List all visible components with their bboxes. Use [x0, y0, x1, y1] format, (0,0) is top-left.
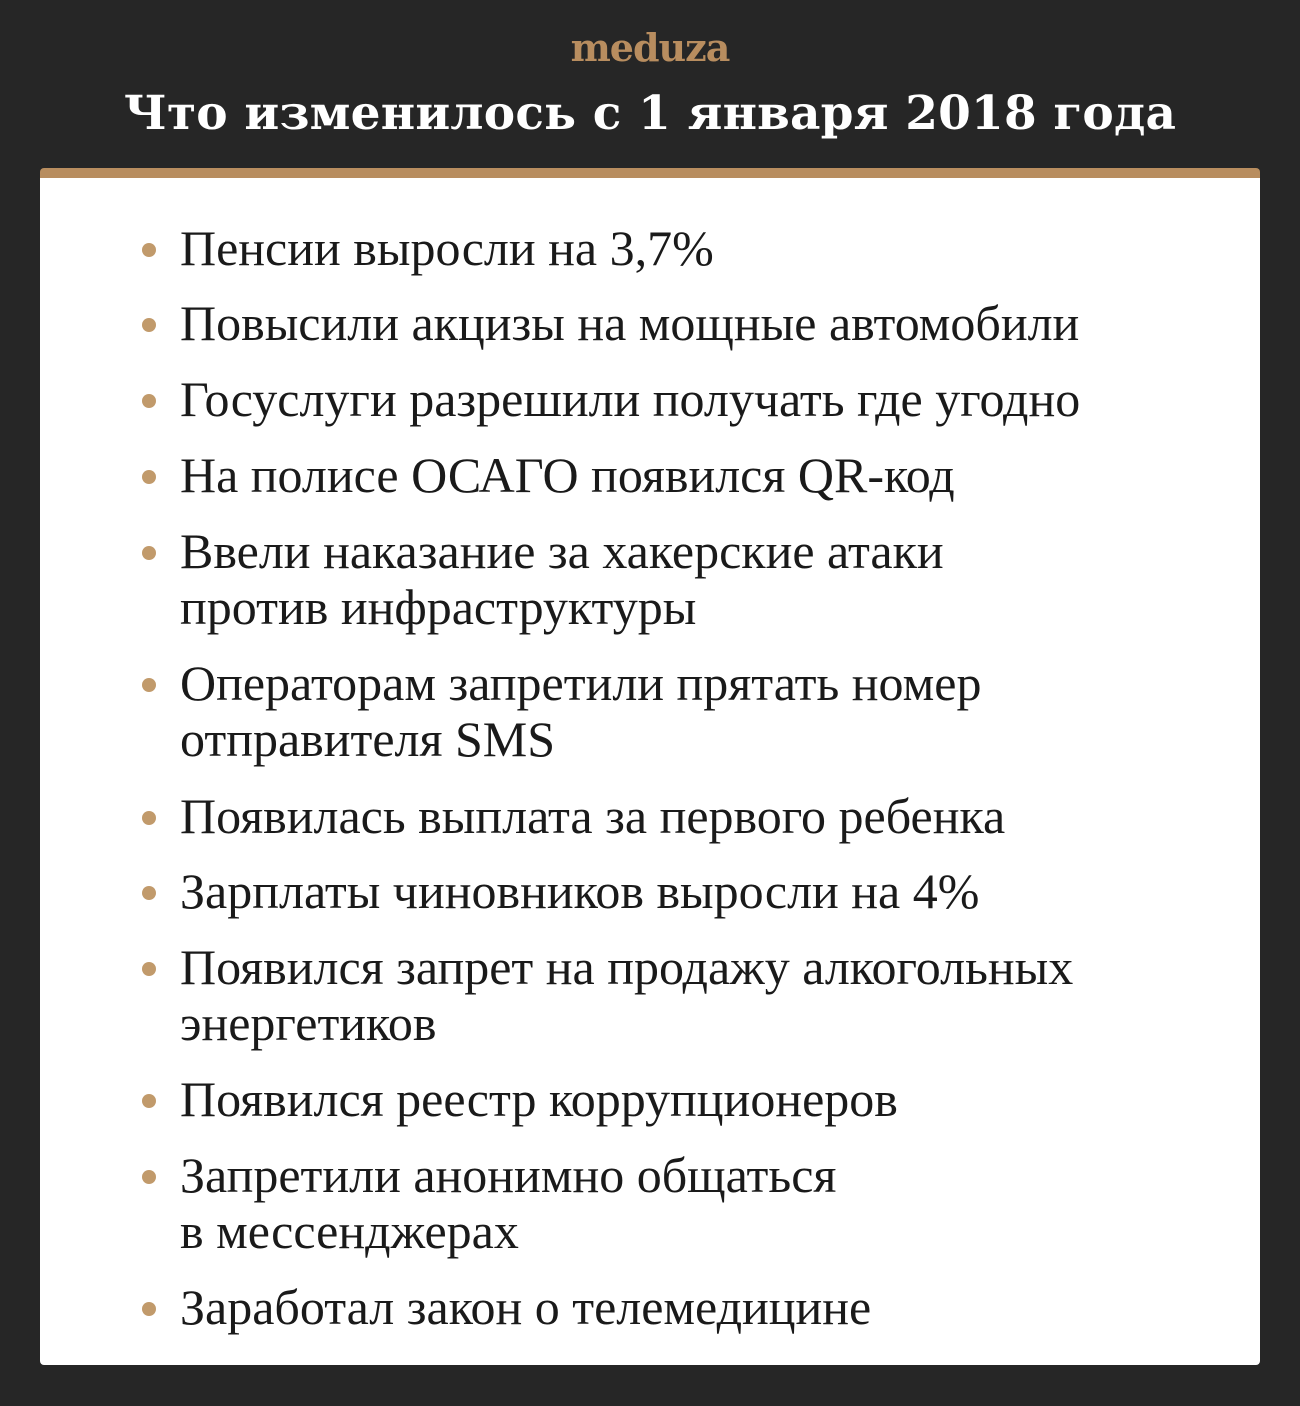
list-item — [180, 1279, 871, 1335]
list-item-line: Появился запрет на продажу алкогольных — [180, 939, 1074, 995]
bullet-icon — [142, 470, 156, 484]
bullet-icon — [142, 546, 156, 560]
list-item-line: Операторам запретили прятать номер — [180, 655, 982, 711]
list-item — [180, 1071, 898, 1127]
list-item-line: Пенсии выросли на 3,7% — [180, 220, 714, 276]
list-item — [180, 1147, 836, 1259]
list-item-line: Повысили акцизы на мощные автомобили — [180, 295, 1080, 351]
bullet-icon — [142, 243, 156, 257]
list-item-line: Зарплаты чиновников выросли на 4% — [180, 863, 980, 919]
list-item-line: На полисе ОСАГО появился QR-код — [180, 447, 955, 503]
list-item — [180, 447, 955, 503]
list-item-line: Заработал закон о телемедицине — [180, 1279, 872, 1335]
list-item-line: отправителя SMS — [180, 711, 556, 767]
page-title: Что изменилось с 1 января 2018 года — [123, 86, 1177, 141]
bullet-icon — [142, 318, 156, 332]
content-card — [40, 168, 1260, 1365]
bullet-icon — [142, 962, 156, 976]
bullet-icon — [142, 1302, 156, 1316]
list-item — [180, 863, 979, 919]
list-item — [180, 788, 1005, 844]
list-item — [180, 655, 981, 767]
list-item — [180, 371, 1080, 427]
bullet-icon — [142, 886, 156, 900]
bullet-icon — [142, 811, 156, 825]
list-item-line: Появился реестр коррупционеров — [180, 1071, 898, 1127]
list-item — [180, 220, 714, 276]
bullet-icon — [142, 394, 156, 408]
list-item-line: Госуслуги разрешили получать где угодно — [180, 371, 1081, 427]
list-item-line: против инфраструктуры — [180, 579, 697, 635]
list-item — [180, 939, 1073, 1051]
bullet-icon — [142, 678, 156, 692]
list-item-line: в мессенджерах — [180, 1203, 519, 1259]
list-item-line: Появилась выплата за первого ребенка — [180, 788, 1006, 844]
list-item — [180, 295, 1079, 351]
bullet-icon — [142, 1170, 156, 1184]
bullet-icon — [142, 1094, 156, 1108]
list-item-line: Ввели наказание за хакерские атаки — [180, 523, 944, 579]
list-item — [180, 523, 944, 635]
list-item-line: энергетиков — [180, 995, 437, 1051]
list-item-line: Запретили анонимно общаться — [180, 1147, 837, 1203]
meduza-logo: meduza — [570, 25, 730, 70]
